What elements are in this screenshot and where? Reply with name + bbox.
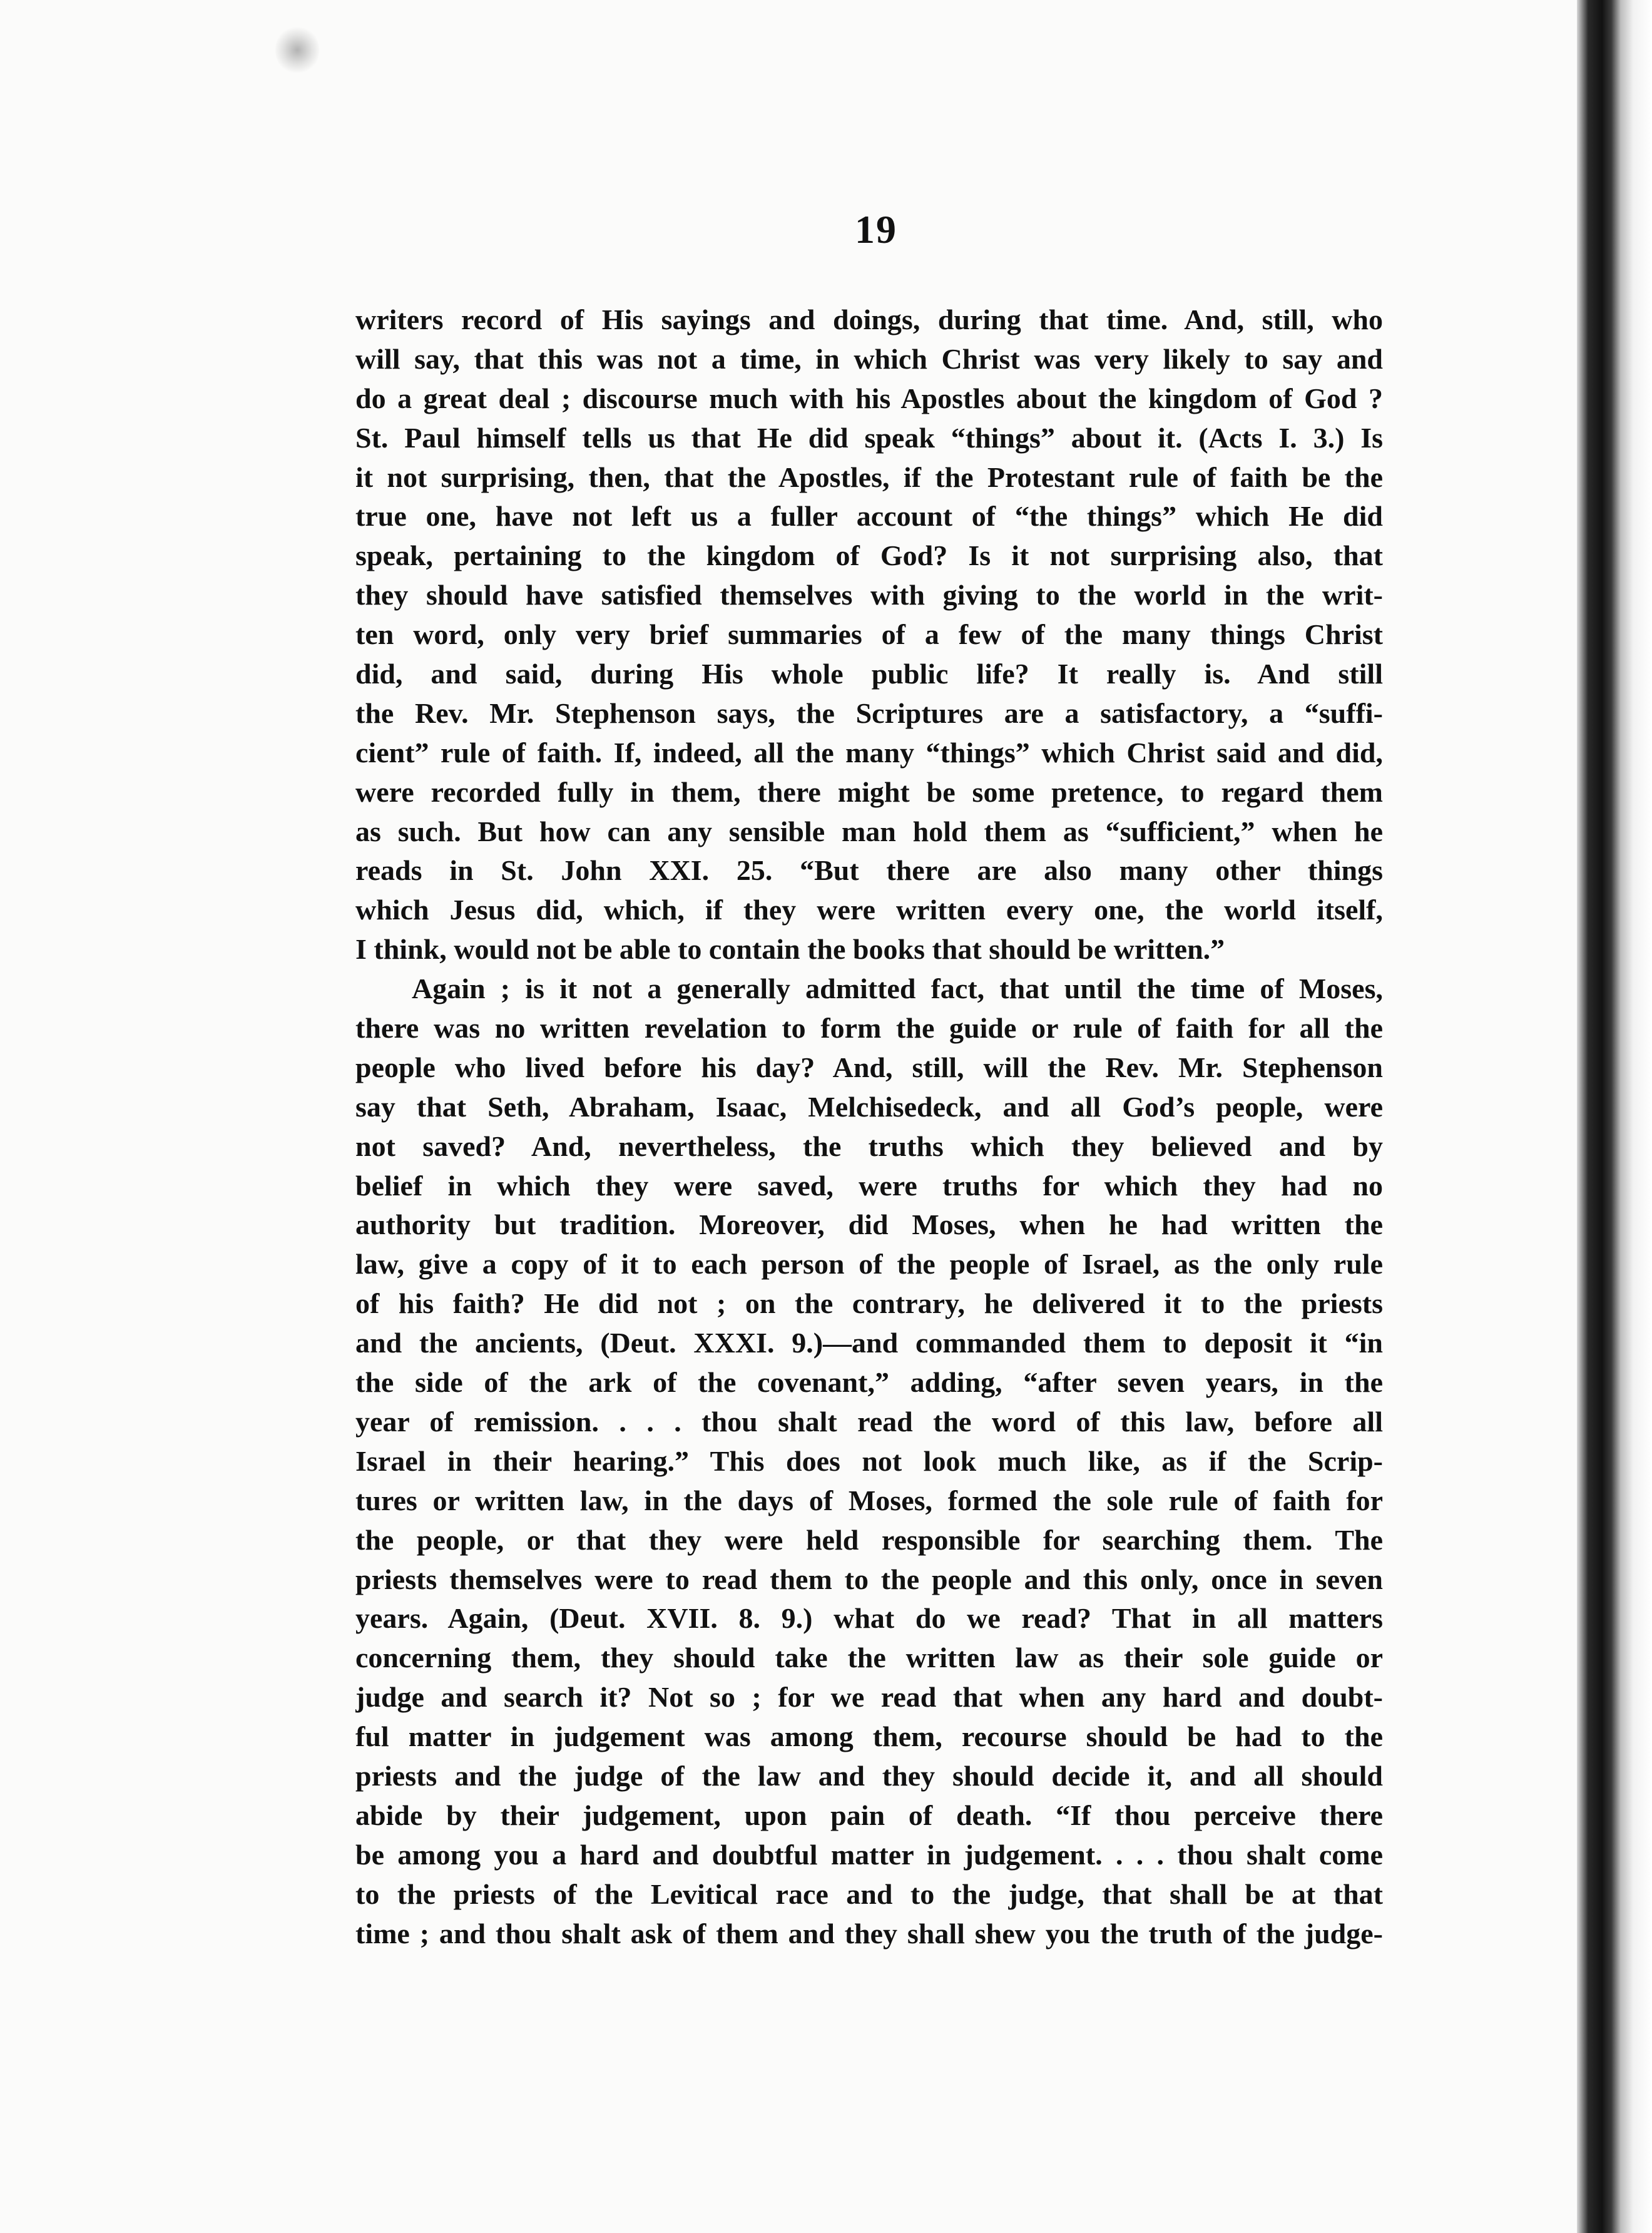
text-line: which Jesus did, which, if they were written every one, the world itself, (355, 894, 1383, 926)
text-line: the people, or that they were held responsible for searching them. The (355, 1523, 1383, 1556)
text-line: years. Again, (Deut. XVII. 8. 9.) what do we read? That in all matters (355, 1602, 1383, 1635)
text-line: do a great deal ; discourse much with his Apostles about the kingdom of God ? (355, 382, 1383, 414)
text-line: law, give a copy of it to each person of the people of Israel, as the only rule (355, 1248, 1383, 1280)
text-line: it not surprising, then, that the Apostles, if the Protestant rule of faith be the (355, 461, 1383, 493)
text-line: were recorded fully in them, there might be some pretence, to regard them (355, 775, 1383, 808)
body-text (355, 300, 1383, 1953)
text-line: Again ; is it not a generally admitted fact, that until the time of Moses, (412, 973, 1383, 1005)
text-line: of his faith? He did not ; on the contrary, he delivered it to the priests (355, 1287, 1383, 1320)
text-line: ten word, only very brief summaries of a few of the many things Christ (355, 618, 1383, 651)
text-line: there was no written revelation to form the guide or rule of faith for all the (355, 1012, 1383, 1045)
text-line: St. Paul himself tells us that He did speak “things” about it. (Acts I. 3.) Is (355, 421, 1383, 454)
text-line: the side of the ark of the covenant,” adding, “after seven years, in the (355, 1366, 1383, 1399)
text-line: priests themselves were to read them to the people and this only, once in seven (355, 1563, 1383, 1595)
text-line: authority but tradition. Moreover, did Moses, when he had written the (355, 1208, 1383, 1241)
text-line: be among you a hard and doubtful matter in judgement. . . . thou shalt come (355, 1838, 1383, 1871)
page-number: 19 (855, 207, 897, 252)
text-line: year of remission. . . . thou shalt read the word of this law, before all (355, 1405, 1383, 1438)
text-line: they should have satisfied themselves with giving to the world in the writ- (355, 579, 1383, 611)
text-line: belief in which they were saved, were truths for which they had no (355, 1169, 1383, 1202)
text-line: people who lived before his day? And, still, will the Rev. Mr. Stephenson (355, 1051, 1383, 1083)
text-line: abide by their judgement, upon pain of death. “If thou perceive there (355, 1799, 1383, 1831)
text-line: did, and said, during His whole public life? It really is. And still (355, 658, 1383, 690)
text-line: the Rev. Mr. Stephenson says, the Scriptures are a satisfactory, a “suffi- (355, 697, 1383, 729)
text-line: not saved? And, nevertheless, the truths which they believed and by (355, 1130, 1383, 1162)
paper-blemish (275, 25, 319, 75)
text-line: as such. But how can any sensible man hold them as “sufficient,” when he (355, 815, 1383, 847)
text-line: judge and search it? Not so ; for we read that when any hard and doubt- (355, 1681, 1383, 1714)
text-line: ful matter in judgement was among them, recourse should be had to the (355, 1720, 1383, 1753)
text-line: reads in St. John XXI. 25. “But there are also many other things (355, 854, 1383, 887)
text-line: cient” rule of faith. If, indeed, all the many “things” which Christ said and did, (355, 736, 1383, 769)
text-line: speak, pertaining to the kingdom of God? Is it not surprising also, that (355, 539, 1383, 572)
page-binding-edge (1577, 0, 1652, 2233)
text-line: concerning them, they should take the written law as their sole guide or (355, 1642, 1383, 1674)
text-line: say that Seth, Abraham, Isaac, Melchisedeck, and all God’s people, were (355, 1090, 1383, 1123)
text-line: I think, would not be able to contain the books that should be written.” (355, 933, 1225, 966)
text-line: will say, that this was not a time, in which Christ was very likely to say and (355, 342, 1383, 375)
text-line: Israel in their hearing.” This does not look much like, as if the Scrip- (355, 1444, 1383, 1477)
text-line: and the ancients, (Deut. XXXI. 9.)—and commanded them to deposit it “in (355, 1327, 1383, 1359)
text-line: priests and the judge of the law and they should decide it, and all should (355, 1759, 1383, 1792)
text-line: time ; and thou shalt ask of them and they shall shew you the truth of the judge- (355, 1917, 1383, 1949)
text-line: true one, have not left us a fuller account of “the things” which He did (355, 500, 1383, 533)
text-line: writers record of His sayings and doings, during that time. And, still, who (355, 304, 1383, 335)
text-line: tures or written law, in the days of Moses, formed the sole rule of faith for (355, 1484, 1383, 1516)
text-line: to the priests of the Levitical race and to the judge, that shall be at that (355, 1878, 1383, 1910)
